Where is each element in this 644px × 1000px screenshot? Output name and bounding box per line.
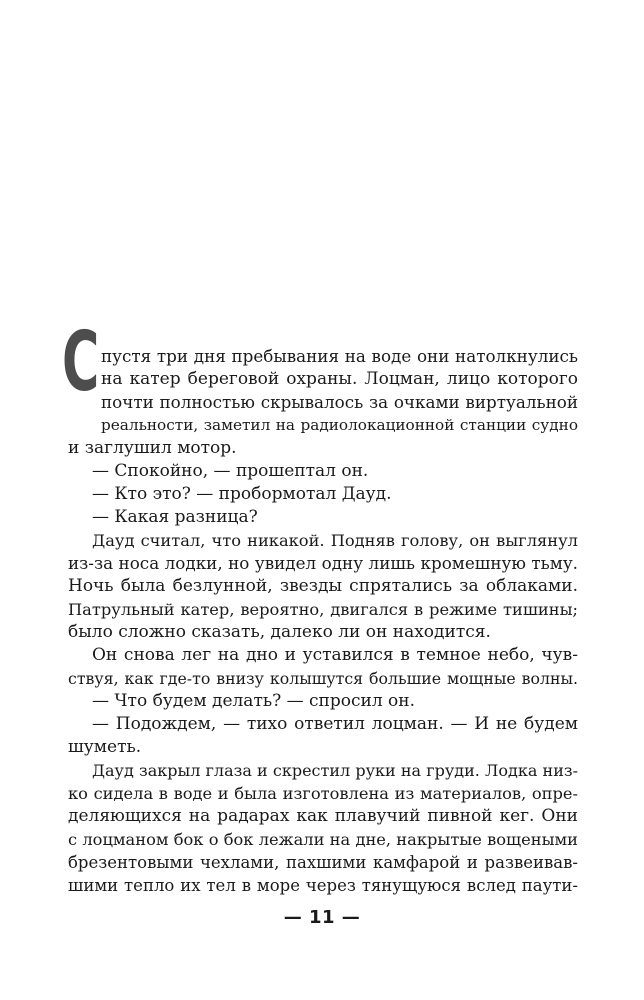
text-line: шими тепло их тел в море через тянущуюся вслед паути- — [68, 876, 578, 895]
text-line: — Спокойно, — прошептал он. — [92, 461, 369, 481]
text-line: с лоцманом бок о бок лежали на дне, накрытые вощеными — [68, 830, 578, 849]
text-line: Патрульный катер, вероятно, двигался в режиме тишины; — [68, 600, 578, 619]
text-line: — Кто это? — пробормотал Дауд. — [92, 484, 392, 504]
page-number: — 11 — — [283, 907, 361, 928]
text-line: почти полностью скрывалось за очками виртуальной — [101, 392, 578, 412]
text-line: ствуя, как где-то внизу колышутся большие мощные волны. — [68, 669, 578, 688]
text-line: Дауд закрыл глаза и скрестил руки на груди. Лодка низ- — [92, 761, 578, 780]
text-line: деляющихся на радарах как плавучий пивной кег. Они — [68, 806, 578, 826]
text-line: брезентовыми чехлами, пахшими камфарой и развеивав- — [68, 853, 578, 872]
drop-cap: С — [62, 315, 100, 410]
text-line: — Какая разница? — [92, 507, 258, 527]
text-line: пустя три дня пребывания на воде они натолкнулись — [101, 346, 578, 366]
text-line: и заглушил мотор. — [68, 438, 237, 458]
text-line: на катер береговой охраны. Лоцман, лицо которого — [101, 369, 578, 389]
text-line: ко сидела в воде и была изготовлена из материалов, опре- — [68, 784, 578, 803]
text-line: шуметь. — [68, 737, 142, 757]
text-line: из-за носа лодки, но увидел одну лишь кромешную тьму. — [68, 553, 578, 573]
text-line: Он снова лег на дно и уставился в темное небо, чув- — [92, 645, 578, 665]
text-line: — Что будем делать? — спросил он. — [92, 691, 416, 711]
text-line: Дауд считал, что никакой. Подняв голову, он выглянул — [92, 531, 578, 550]
text-line: — Подождем, — тихо ответил лоцман. — И не будем — [92, 714, 578, 734]
text-line: было сложно сказать, далеко ли он находится. — [68, 622, 491, 642]
text-line: Ночь была безлунной, звезды спрятались за облаками. — [68, 576, 578, 596]
text-line: реальности, заметил на радиолокационной станции судно — [101, 416, 578, 434]
